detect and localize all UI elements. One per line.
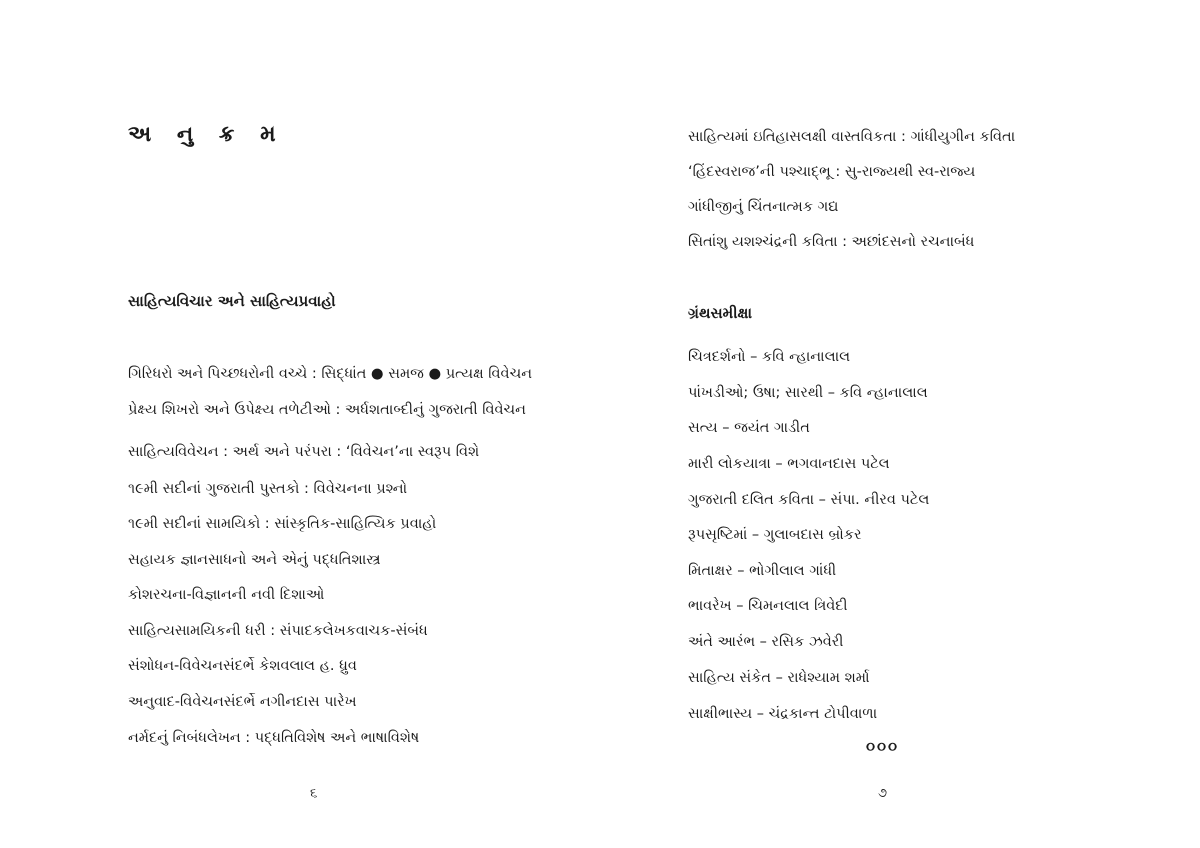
toc-entry: ‘હિંદસ્વરાજ’ની પશ્ચાદ્ભૂ : સુ-રાજ્યથી સ્વ-રાજ્ય: [688, 164, 976, 180]
toc-entry: ગાંધીજીનું ચિંતનાત્મક ગદ્ય: [688, 199, 839, 215]
toc-entry: મારી લોકયાત્રા – ભગવાનદાસ પટેલ: [688, 456, 890, 472]
toc-entry: સત્ય – જયંત ગાડીત: [688, 420, 810, 436]
toc-entry: ગુજરાતી દલિત કવિતા – સંપા. નીરવ પટેલ: [688, 492, 930, 508]
end-ornament: ૦૦૦: [866, 737, 900, 755]
right-page: [600, 0, 1200, 848]
toc-entry: પાંખડીઓ; ઉષા; સારથી – કવિ ન્હાનાલાલ: [688, 385, 928, 401]
toc-entry: સાહિત્યવિવેચન : અર્થ અને પરંપરા : ‘વિવેચન’ના સ્વરૂપ વિશે: [128, 444, 480, 460]
section-heading-book-reviews: ગ્રંથસમીક્ષા: [688, 304, 753, 322]
toc-entry: ભાવરેખ – ચિમનલાલ ત્રિવેદી: [688, 598, 848, 614]
toc-entry: નર્મદનું નિબંધલેખન : પદ્ધતિવિશેષ અને ભાષાવિશેષ: [128, 730, 420, 746]
page-number-left: ૬: [310, 786, 318, 801]
toc-entry: પ્રેક્ષ્ય શિખરો અને ઉપેક્ષ્ય તળેટીઓ : અર્ધશતાબ્દીનું ગુજરાતી વિવેચન: [128, 402, 526, 418]
toc-entry: ચિત્રદર્શનો – કવિ ન્હાનાલાલ: [688, 349, 851, 365]
toc-entry: ગિરિધરો અને પિચ્છધરોની વચ્ચે : સિદ્ધાંત ● સમજ ● પ્રત્યક્ષ વિવેચન: [128, 366, 532, 382]
toc-entry: મિતાક્ષર – ભોગીલાલ ગાંધી: [688, 563, 837, 579]
toc-entry: સંશોધન-વિવેચનસંદર્ભે કેશવલાલ હ. ધ્રુવ: [128, 658, 357, 674]
toc-entry: સાહિત્યમાં ઇતિહાસલક્ષી વાસ્તવિકતા : ગાંધીયુગીન કવિતા: [688, 129, 1016, 145]
contents-title: અ નુ ક્ર મ: [128, 122, 285, 147]
page-number-right: ૭: [878, 786, 888, 801]
toc-entry: સાહિત્ય સંકેત – રાધેશ્યામ શર્મા: [688, 670, 870, 686]
toc-entry: રૂપસૃષ્ટિમાં – ગુલાબદાસ બ્રોકર: [688, 527, 862, 543]
toc-entry: કોશરચના-વિજ્ઞાનની નવી દિશાઓ: [128, 587, 325, 603]
toc-entry: સહાયક જ્ઞાનસાધનો અને એનું પદ્ધતિશાસ્ત્ર: [128, 552, 381, 568]
toc-entry: અંતે આરંભ – રસિક ઝવેરી: [688, 634, 844, 650]
toc-entry: સિતાંશુ યશશ્ચંદ્રની કવિતા : અછાંદસનો રચનાબંધ: [688, 234, 975, 250]
toc-entry: ૧૯મી સદીનાં ગુજરાતી પુસ્તકો : વિવેચનના પ્રશ્નો: [128, 481, 408, 497]
section-heading-literary-thought: સાહિત્યવિચાર અને સાહિત્યપ્રવાહો: [128, 292, 336, 310]
toc-entry: સાહિત્યસામયિકની ધરી : સંપાદકલેખકવાચક-સંબંધ: [128, 623, 428, 639]
toc-entry: સાક્ષીભાસ્ય – ચંદ્રકાન્ત ટોપીવાળા: [688, 706, 878, 722]
toc-entry: અનુવાદ-વિવેચનસંદર્ભે નગીનદાસ પારેખ: [128, 694, 357, 710]
toc-entry: ૧૯મી સદીનાં સામયિકો : સાંસ્કૃતિક-સાહિત્યિક પ્રવાહો: [128, 516, 437, 532]
